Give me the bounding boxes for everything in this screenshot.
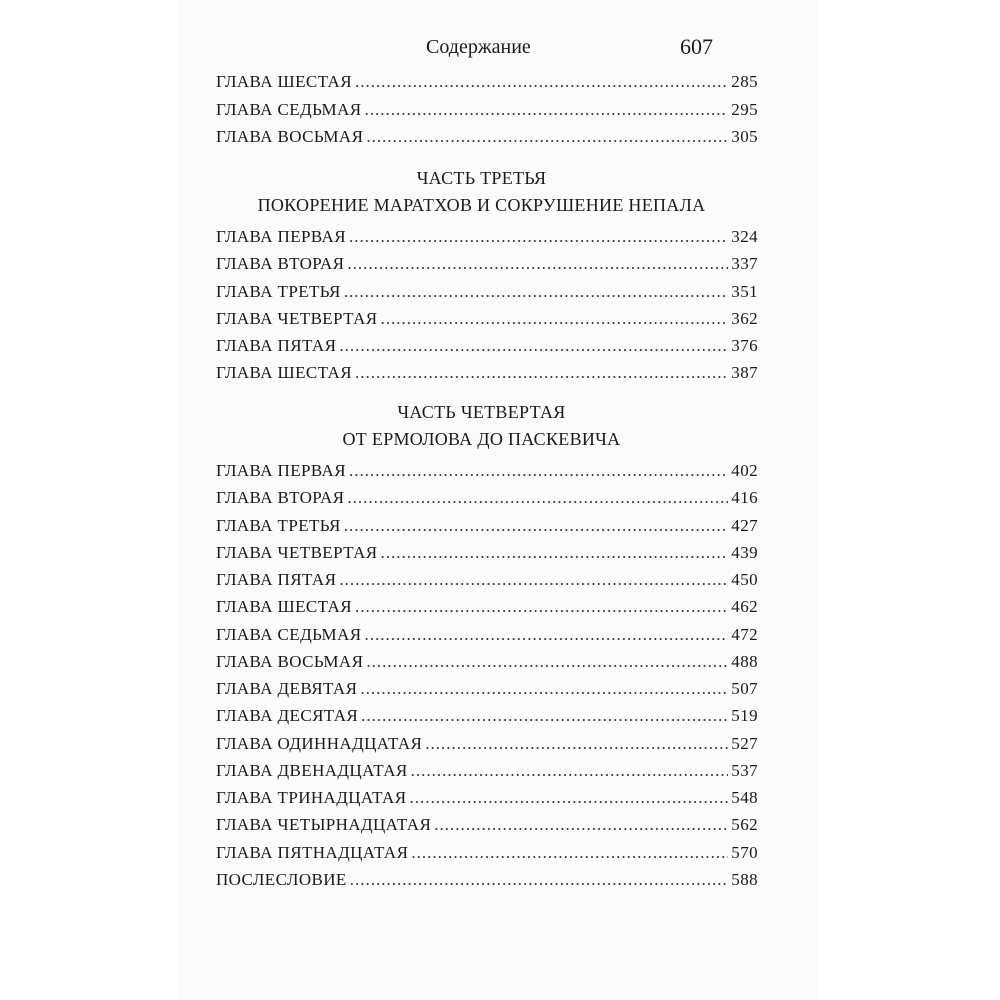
- toc-entry-page: 548: [731, 788, 758, 807]
- leader-dots: [434, 815, 728, 835]
- leader-dots: [366, 127, 728, 147]
- toc-entry: [216, 309, 758, 336]
- toc-entry-label: ГЛАВА ТРИНАДЦАТАЯ: [216, 788, 407, 807]
- leader-dots: [381, 543, 729, 563]
- toc-entry-label: ГЛАВА ШЕСТАЯ: [216, 72, 352, 91]
- toc-entry-page: 450: [731, 570, 758, 589]
- toc-entry-label: ГЛАВА ДВЕНАДЦАТАЯ: [216, 760, 408, 780]
- toc-entry: [216, 363, 758, 390]
- toc-entry-label: ГЛАВА ШЕСТАЯ: [216, 597, 352, 617]
- toc-entry-page: 562: [731, 815, 758, 835]
- leader-dots: [349, 461, 728, 481]
- toc-entry: [216, 597, 758, 624]
- toc-entry-label: ГЛАВА ЧЕТЫРНАДЦАТАЯ: [216, 815, 432, 835]
- toc-part4-list: [216, 461, 758, 897]
- toc-entry-page: 519: [731, 706, 758, 726]
- toc-entry-page: 337: [731, 254, 758, 274]
- toc-entry-label: ГЛАВА ВОСЬМАЯ: [216, 651, 364, 671]
- leader-dots: [347, 254, 728, 274]
- leader-dots: [411, 761, 729, 781]
- leader-dots: [381, 309, 729, 329]
- leader-dots: [364, 625, 728, 645]
- page-number: 607: [680, 34, 713, 59]
- toc-entry-label: ГЛАВА ДЕСЯТАЯ: [216, 706, 359, 726]
- toc-continued-list: [216, 72, 758, 155]
- leader-dots: [411, 843, 728, 863]
- toc-entry-label: ПОСЛЕСЛОВИЕ: [216, 869, 347, 889]
- toc-entry-page: 462: [731, 597, 758, 617]
- leader-dots: [360, 679, 728, 699]
- leader-dots: [355, 597, 728, 617]
- toc-entry: [216, 543, 758, 570]
- toc-entry-page: 285: [731, 72, 758, 91]
- toc-entry-page: 402: [731, 461, 758, 480]
- toc-entry: [216, 788, 758, 815]
- toc-entry-label: ГЛАВА ПЕРВАЯ: [216, 461, 346, 480]
- toc-entry-page: 588: [731, 869, 758, 889]
- toc-entry-page: 472: [731, 624, 758, 644]
- leader-dots: [347, 488, 728, 508]
- leader-dots: [344, 282, 729, 302]
- toc-entry-page: 376: [731, 336, 758, 356]
- leader-dots: [344, 516, 729, 536]
- toc-entry: [216, 570, 758, 597]
- toc-entry: [216, 488, 758, 515]
- toc-entry-page: 537: [731, 760, 758, 780]
- leader-dots: [366, 652, 728, 672]
- leader-dots: [350, 870, 729, 890]
- toc-entry-page: 527: [731, 733, 758, 753]
- toc-entry-page: 295: [731, 99, 758, 119]
- toc-entry-label: ГЛАВА ТРЕТЬЯ: [216, 515, 341, 535]
- toc-entry: [216, 282, 758, 309]
- toc-entry: [216, 254, 758, 281]
- toc-entry-label: ГЛАВА ПЕРВАЯ: [216, 227, 346, 246]
- book-page: [178, 0, 818, 1000]
- toc-entry-label: ГЛАВА ЧЕТВЕРТАЯ: [216, 308, 378, 328]
- part-subtitle: ОТ ЕРМОЛОВА ДО ПАСКЕВИЧА: [342, 429, 621, 449]
- toc-entry-page: 362: [731, 308, 758, 328]
- toc-entry-label: ГЛАВА ОДИННАДЦАТАЯ: [216, 733, 423, 753]
- toc-entry-label: ГЛАВА ПЯТАЯ: [216, 336, 337, 356]
- part-heading: ЧАСТЬ ЧЕТВЕРТАЯ: [397, 402, 566, 422]
- leader-dots: [364, 100, 728, 120]
- toc-entry: [216, 843, 758, 870]
- leader-dots: [425, 734, 728, 754]
- toc-entry: [216, 227, 758, 254]
- part-subtitle: ПОКОРЕНИЕ МАРАТХОВ И СОКРУШЕНИЕ НЕПАЛА: [257, 195, 706, 215]
- toc-entry: [216, 870, 758, 897]
- toc-entry-label: ГЛАВА ВТОРАЯ: [216, 488, 345, 508]
- leader-dots: [409, 788, 728, 808]
- toc-entry-label: ГЛАВА СЕДЬМАЯ: [216, 624, 362, 644]
- leader-dots: [339, 570, 728, 590]
- toc-entry-label: ГЛАВА ЧЕТВЕРТАЯ: [216, 542, 378, 562]
- leader-dots: [349, 227, 728, 247]
- toc-entry-page: 427: [731, 515, 758, 535]
- toc-entry: [216, 461, 758, 488]
- toc-entry-label: ГЛАВА ВТОРАЯ: [216, 254, 345, 274]
- toc-entry-page: 351: [731, 281, 758, 301]
- toc-entry-page: 324: [731, 227, 758, 246]
- toc-entry: [216, 100, 758, 128]
- toc-entry: [216, 72, 758, 100]
- toc-entry: [216, 679, 758, 706]
- leader-dots: [339, 336, 728, 356]
- toc-entry: [216, 706, 758, 733]
- leader-dots: [355, 363, 728, 383]
- toc-entry-page: 416: [731, 488, 758, 508]
- running-header-title: Содержание: [426, 36, 531, 58]
- toc-entry-label: ГЛАВА ТРЕТЬЯ: [216, 281, 341, 301]
- toc-entry-page: 570: [731, 842, 758, 862]
- toc-entry-label: ГЛАВА ПЯТАЯ: [216, 570, 337, 589]
- toc-entry: [216, 127, 758, 155]
- toc-entry: [216, 652, 758, 679]
- toc-entry-label: ГЛАВА ВОСЬМАЯ: [216, 127, 364, 146]
- toc-entry-page: 488: [731, 651, 758, 671]
- toc-entry: [216, 734, 758, 761]
- toc-part3-list: [216, 227, 758, 391]
- toc-entry: [216, 336, 758, 363]
- leader-dots: [355, 72, 728, 92]
- toc-entry-page: 439: [731, 542, 758, 562]
- toc-entry-label: ГЛАВА ПЯТНАДЦАТАЯ: [216, 842, 409, 862]
- toc-entry-label: ГЛАВА ДЕВЯТАЯ: [216, 679, 358, 698]
- part-heading: ЧАСТЬ ТРЕТЬЯ: [416, 168, 547, 188]
- toc-entry-page: 305: [731, 127, 758, 146]
- leader-dots: [361, 706, 728, 726]
- toc-entry-page: 387: [731, 363, 758, 383]
- toc-entry-label: ГЛАВА ШЕСТАЯ: [216, 363, 352, 383]
- toc-entry: [216, 516, 758, 543]
- toc-entry: [216, 761, 758, 788]
- toc-entry: [216, 625, 758, 652]
- toc-entry: [216, 815, 758, 842]
- toc-entry-page: 507: [731, 679, 758, 698]
- toc-entry-label: ГЛАВА СЕДЬМАЯ: [216, 99, 362, 119]
